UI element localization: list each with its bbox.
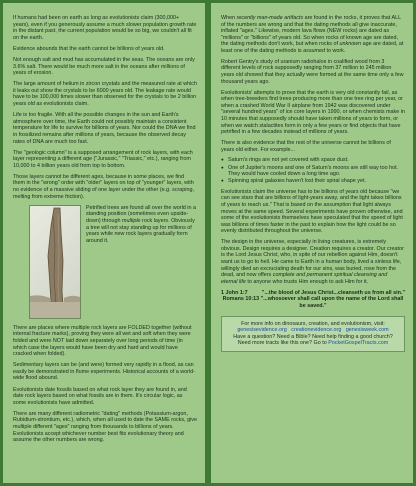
info-box-tracts: Need more tracts like this one? Go to PocketGospelTracts.com xyxy=(237,340,389,347)
info-box-questions: Have a question? Need a Bible? Need help finding a good church? xyxy=(233,333,393,340)
link-genesisevidence[interactable]: genesisevidence.org xyxy=(237,327,287,334)
paragraph-sedimentary: Sedimentary layers can be (and were) formed very rapidly in a flood, as can easily be demonstrated in flume experiments. Historical accounts of a world-wide flood abound. xyxy=(13,362,195,382)
verse-romans xyxy=(221,296,405,309)
paragraph-gentry: Robert Gentry's study of uranium radiohalos in coalified wood from 3 different levels of rock supposedly ranging from 37 million to 245 million years old showed that they actually were formed at the same time only a few thousand years ago. xyxy=(221,58,404,85)
paragraph-geologic-column: The "geologic column" is a supposed arrangement of rock layers, with each layer representing a different age ("Jurassic," "Triassic," etc.), ranging from 10,000 to 4 billion years old from top to bottom. xyxy=(13,149,193,169)
paragraph-salt: Not enough salt and mud has accumulated in the seas. The oceans are only 3.6% salt. There would be much more salt in the oceans after millions of years of erosion. xyxy=(13,56,195,77)
paragraph-circular-logic: Evolutionists date fossils based on what rock layer they are found in, and date rock layers based on what fossils are in them. It's circular logic, as some evolutionists have admitted. xyxy=(13,386,187,406)
left-panel xyxy=(3,3,205,483)
paragraph-helium: The large amount of helium in zircon crystals and the measured rate at which it leaks out show the crystals to be 6000 years old. The leakage rate would have to be 100,000 times slower than observed for the crystals to be 2 billion years old as evolutionists claim. xyxy=(13,81,197,108)
paragraph-failed-attempts: Evolutionists' attempts to prove that the earth is very old constantly fail, as when tree-breeders find trees producing more than one tree ring per year, or when a crashed World War II airplane from 1942 was discovered under "several hundred years" of ice core layers in 1990, or when chemists make in 10 minutes that supposedly should have taken millions of years to form, or when we watch stalactites form in only a few years or find objects that have petrified in a few decades instead of millions of years. xyxy=(221,89,405,136)
paragraph-light-speed: Evolutionists claim the universe has to be billions of years old because "we can see stars that are billions of light-years away, and the light takes billions of years to reach us." That is based on the assumption that light always moves at the same speed. Several experiments have proven otherwise, and some of the evolutionists themselves have speculated that the speed of light was billions of times faster in the past to explain how the light could be so evenly distributed throughout the universe. xyxy=(221,188,403,235)
verse-text: "...whosoever shall call upon the name of the Lord shall be saved." xyxy=(260,296,404,309)
petrified-tree-photo xyxy=(29,205,81,319)
paragraph-artifacts: When recently man-made artifacts are found in the rocks, it proves that ALL of the numbers are wrong and that the dating methods all give inaccurate, inflated "ages." Likewise, modern lava flows (NEW rocks) are dated as "millions" or "billions" of years old. So when rocks of known age are dated, the dating methods don't work, but when rocks of unknown age are dated, at least one of the dating methods is assumed to work. xyxy=(221,15,404,54)
paragraph-design: The design in the universe, especially in living creatures, is extremely obvious. Design requires a designer. Creation requires a creator. Our creator is the Lord Jesus Christ, who, in spite of our rebellion against Him, doesn't want us to go to hell. He came to Earth in a human body, lived a sinless life, willingly died an excruciating death for our sins, was buried, rose from the dead, and now offers complete and permanent spiritual cleansing and eternal life to anyone who trusts Him enough to ask Him for it. xyxy=(221,239,404,285)
verse-reference: Romans 10:13 xyxy=(222,296,260,303)
paragraph-petrified-trees: Petrified trees are found all over the world in a standing position (sometimes even upside-down) through multiple rock layers. Obviously a tree will not stay standing up for millions of years while new rock layers gradually form around it. xyxy=(86,204,196,244)
paragraph-radiometric: There are many different radiometric "dating" methods (Potassium-argon, Rubidium-strontium, etc.), which, when all used to date the SAME rocks, give multiple different "ages" ranging from thousands to billions of years. Evolutionists accept whichever number best fits evolutionary theory and assume the other numbers are wrong. xyxy=(13,410,197,444)
paragraph-layers-order: Those layers cannot be different ages, because in some places, we find them in the "wrong" order with "older" layers on top of "younger" layers, with no evidence of a massive sliding of one layer under the other (e.g. scraping, melting from extreme friction). xyxy=(13,173,194,200)
paragraph-population: If humans had been on earth as long as evolutionists claim (300,000+ years), even if you generously assume a much slower population growth rate in the distant past, the current population would be so big, we couldn't all fit on the earth. xyxy=(13,15,197,41)
bullet-list xyxy=(221,157,405,184)
verse-1-john xyxy=(221,290,405,297)
right-panel xyxy=(211,3,413,483)
link-creationevidence[interactable]: creationevidence.org xyxy=(291,327,342,334)
verse-text: "...the blood of Jesus Christ...cleanseth us from all sin." xyxy=(261,289,405,296)
list-item: ● Spinning spiral galaxies haven't lost their spiral shape yet. xyxy=(221,178,405,185)
link-pocket-gospel-tracts[interactable]: PocketGospelTracts.com xyxy=(328,340,389,347)
petrified-tree-section xyxy=(13,205,197,321)
paragraph-life-fragile: Life is too fragile. With all the possible changes in the sun and Earth's atmosphere over time, the Earth could not possibly maintain a consistent temperature for life to survive for billions of years. Nor could the DNA we find in fossilized remains after millions of years, because the observed decay rates of DNA are much too fast. xyxy=(13,112,196,145)
paragraph-folded-layers: There are places where multiple rock layers are FOLDED together (without internal fracture marks), proving they were all wet and soft when they were folded and were NOT laid down separately over long periods of time (in which case the layers would have been dry and hard and would have cracked when folded). xyxy=(13,324,192,358)
info-box-intro: For more info on dinosaurs, creation, and evolutionism, visit: xyxy=(241,320,385,327)
list-item: ● One of Jupiter's moons and one of Saturn's moons are still way too hot. They would have cooled down a long time ago. xyxy=(221,165,405,178)
paragraph-evidence: Evidence abounds that the earth cannot be billions of years old. xyxy=(13,45,165,52)
info-box-links xyxy=(225,327,401,334)
info-box xyxy=(221,316,405,352)
list-item: ● Saturn's rings are not yet covered with space dust. xyxy=(221,157,405,164)
paragraph-universe: There is also evidence that the rest of the universe cannot be billions of years old either. For example... xyxy=(221,139,391,153)
verse-reference: 1 John 1:7 xyxy=(221,289,248,296)
link-genesisweek[interactable]: genesisweek.com xyxy=(345,327,389,334)
